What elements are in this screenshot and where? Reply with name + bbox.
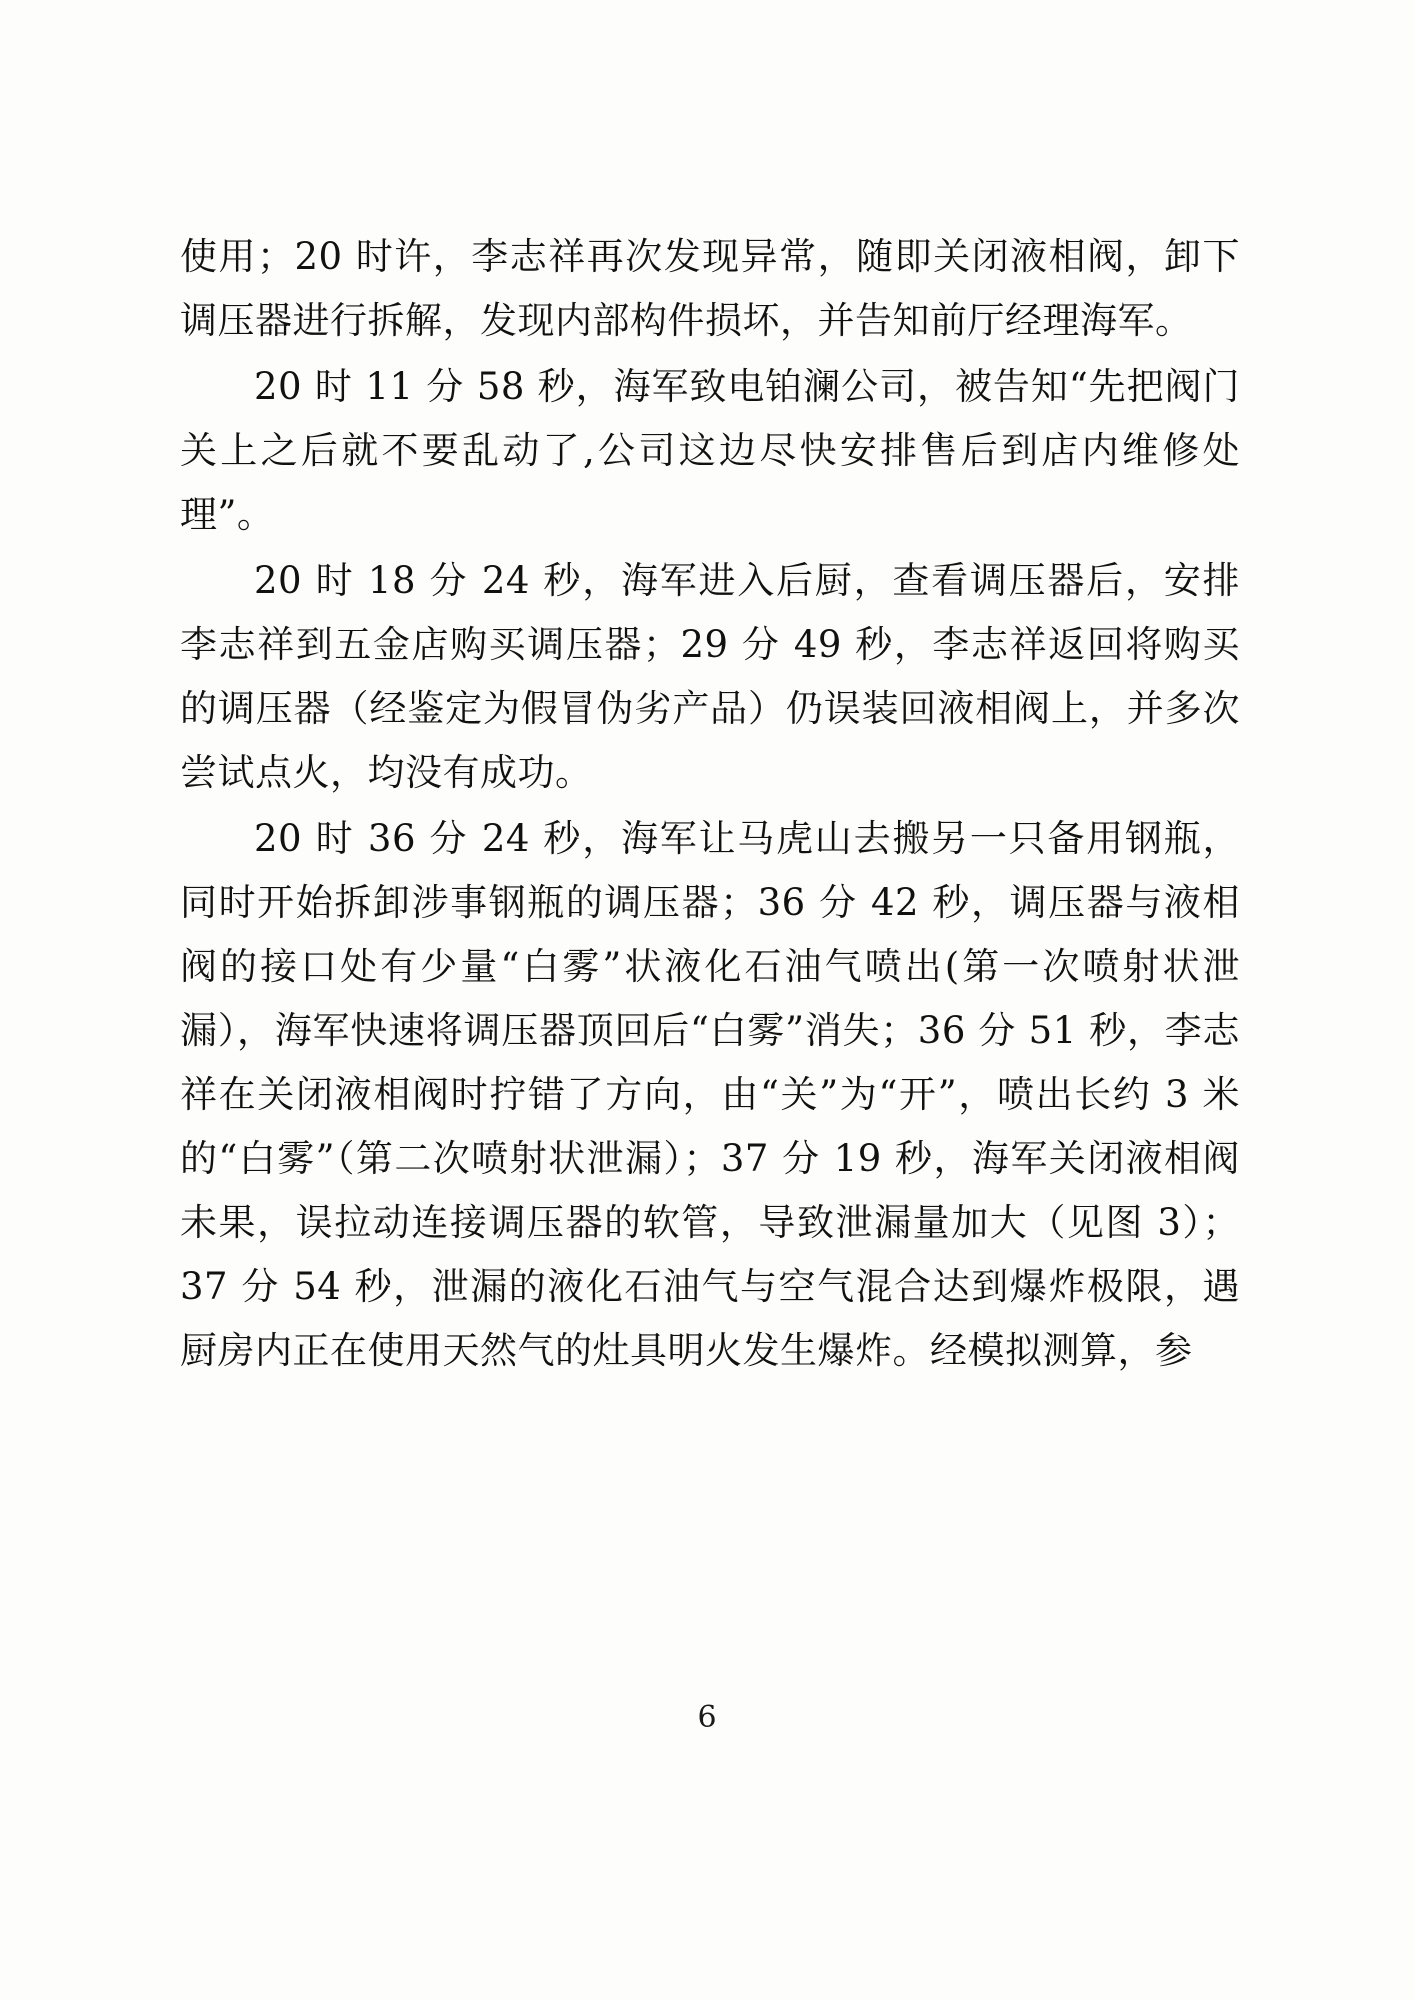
paragraph-2: 20 时 11 分 58 秒，海军致电铂澜公司，被告知“先把阀门关上之后就不要乱动了,公司这边尽快安排售后到店内维修处理”。 xyxy=(180,365,1240,536)
document-body xyxy=(180,225,1240,1383)
paragraph-3: 20 时 18 分 24 秒，海军进入后厨，查看调压器后，安排李志祥到五金店购买调压器；29 分 49 秒，李志祥返回将购买的调压器（经鉴定为假冒伪劣产品）仍误装回液相阀上，并多次尝试点火，均没有成功。 xyxy=(180,559,1240,794)
page-number: 6 xyxy=(697,1700,717,1735)
paragraph-4: 20 时 36 分 24 秒，海军让马虎山去搬另一只备用钢瓶，同时开始拆卸涉事钢瓶的调压器；36 分 42 秒，调压器与液相阀的接口处有少量“白雾”状液化石油气喷出(第一次喷射状泄漏），海军快速将调压器顶回后“白雾”消失；36 分 51 秒，李志祥在关闭液相阀时拧错了方向，由“关”为“开”，喷出长约 3 米的“白雾”（第二次喷射状泄漏）；37 分 19 秒，海军关闭液相阀未果，误拉动连接调压器的软管，导致泄漏量加大（见图 3）；37 分 54 秒，泄漏的液化石油气与空气混合达到爆炸极限，遇厨房内正在使用天然气的灶具明火发生爆炸。经模拟测算，参 xyxy=(180,817,1240,1372)
page-content-area xyxy=(180,225,1240,1385)
paragraph-1: 使用；20 时许，李志祥再次发现异常，随即关闭液相阀，卸下调压器进行拆解，发现内部构件损坏，并告知前厅经理海军。 xyxy=(180,235,1240,342)
